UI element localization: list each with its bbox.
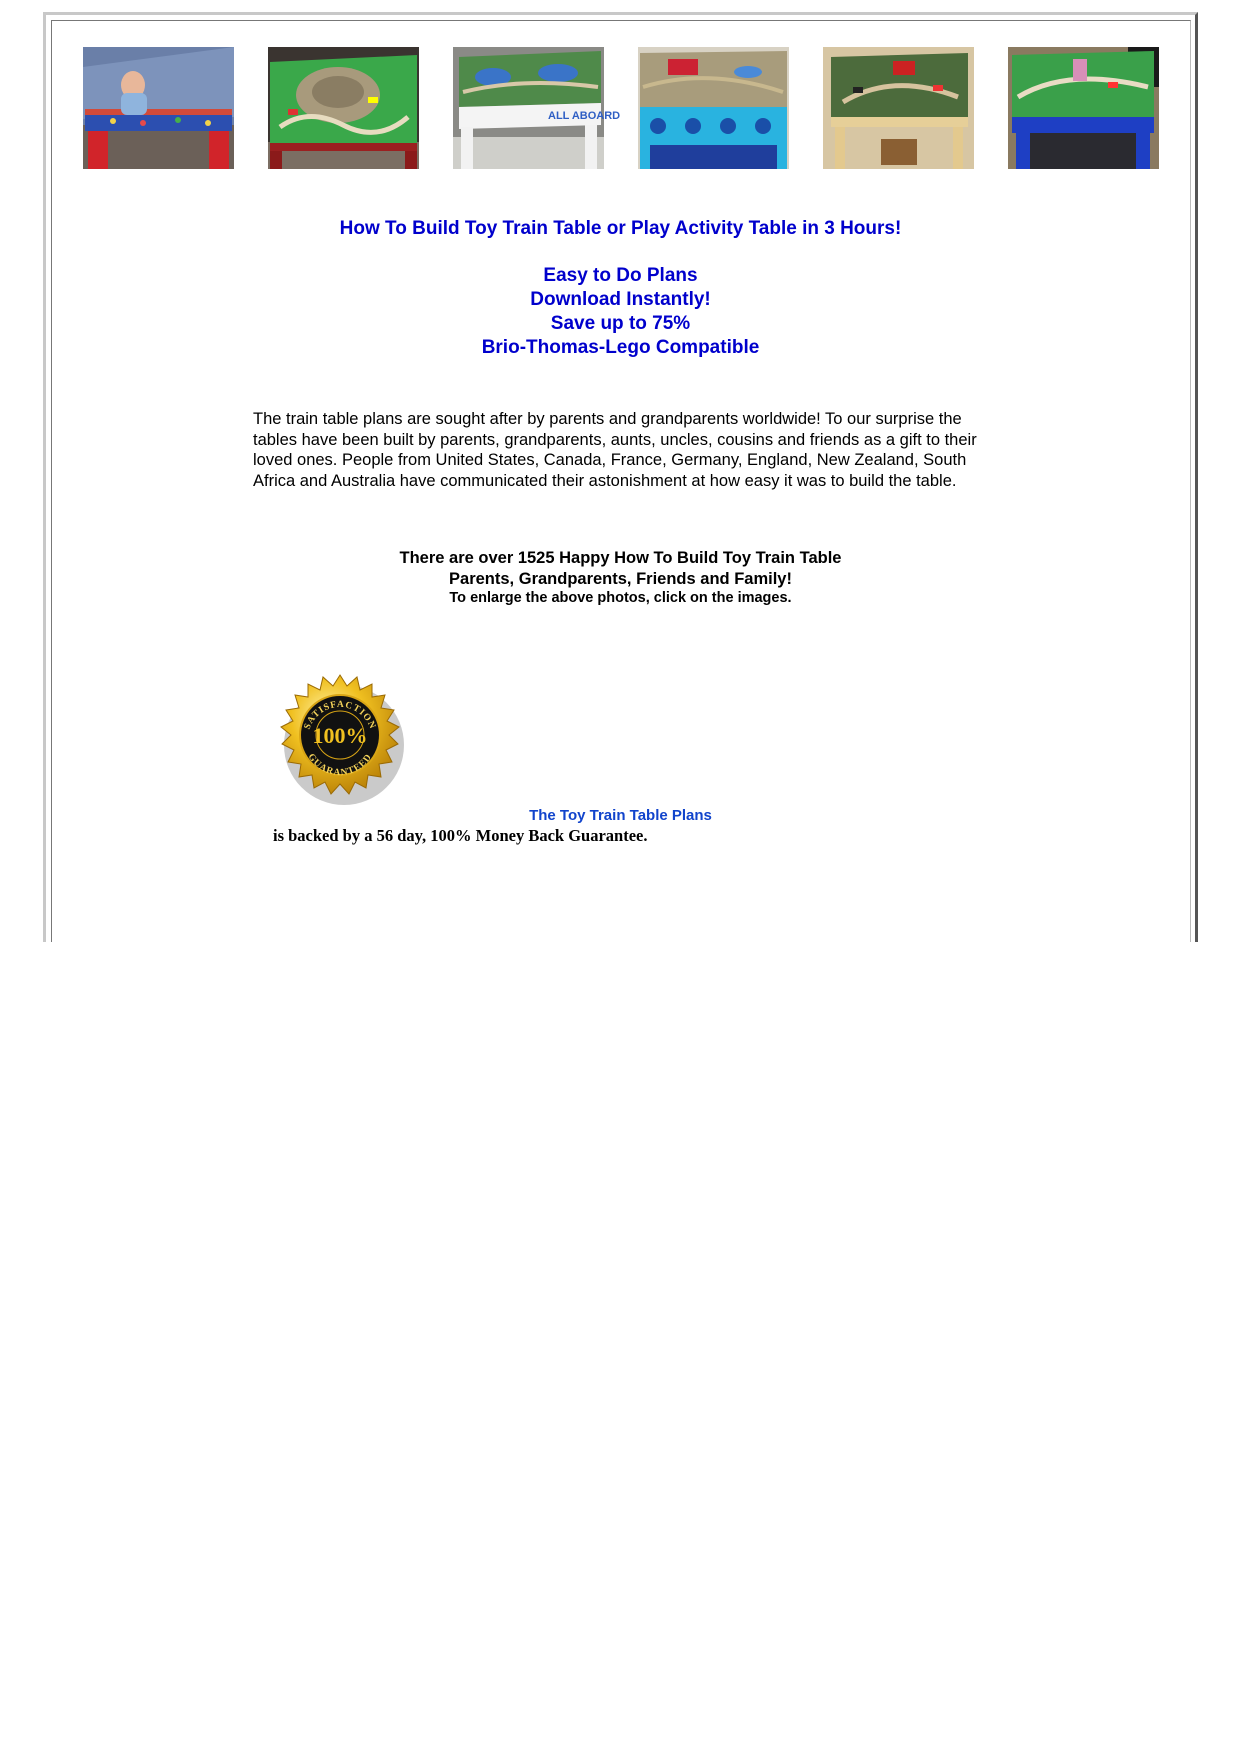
gallery-photo-5[interactable] (823, 47, 974, 169)
toy-train-table-photo-white-all-aboard-icon (453, 47, 621, 169)
seal-top-text: SATISFACTION (302, 699, 378, 732)
toy-train-table-photo-green-mountain-icon (268, 47, 419, 169)
feature-item: Save up to 75% (550, 313, 691, 334)
intro-paragraph: The train table plans are sought after by parents and grandparents worldwide! To our surprise the tables have been built by parents, grandparents, aunts, uncles, cousins and friends as a gift to their loved ones. People from United States, Canada, France, Germany, England, New Zealand, South Africa and Australia have communicated their astonishment at how easy it was to build the table. (253, 410, 977, 490)
feature-item: Easy to Do Plans (543, 265, 698, 286)
gallery-photo-6[interactable] (1008, 47, 1159, 169)
feature-item: Download Instantly! (530, 289, 711, 310)
gallery-photo-1[interactable] (83, 47, 234, 169)
happy-customers-line1: There are over 1525 Happy How To Build Toy Train Table (399, 549, 842, 567)
toy-train-table-photo-red-blue-icon (83, 47, 234, 169)
toy-train-table-plans-link[interactable]: The Toy Train Table Plans (529, 807, 712, 824)
enlarge-photos-note: To enlarge the above photos, click on the images. (449, 590, 792, 606)
gallery-photo-3[interactable] (453, 47, 621, 169)
money-back-guarantee-text: is backed by a 56 day, 100% Money Back Guarantee. (273, 826, 648, 845)
feature-list (0, 264, 1241, 360)
seal-center-text: 100% (312, 723, 368, 748)
happy-customers-text (0, 548, 1241, 590)
gallery-photo-4[interactable] (638, 47, 789, 169)
page-headline: How To Build Toy Train Table or Play Activity Table in 3 Hours! (339, 218, 902, 239)
gallery-photo-2[interactable] (268, 47, 419, 169)
photo3-sign: ALL ABOARD (548, 110, 621, 122)
happy-customers-line2: Parents, Grandparents, Friends and Family! (449, 570, 792, 588)
feature-item: Brio-Thomas-Lego Compatible (481, 337, 760, 358)
toy-train-table-photo-thomas-blue-icon (638, 47, 789, 169)
toy-train-table-photo-natural-wood-icon (823, 47, 974, 169)
satisfaction-guaranteed-seal-icon (274, 673, 410, 807)
toy-train-table-photo-royal-blue-icon (1008, 47, 1159, 169)
seal-bottom-text: GUARANTEED (305, 752, 375, 779)
